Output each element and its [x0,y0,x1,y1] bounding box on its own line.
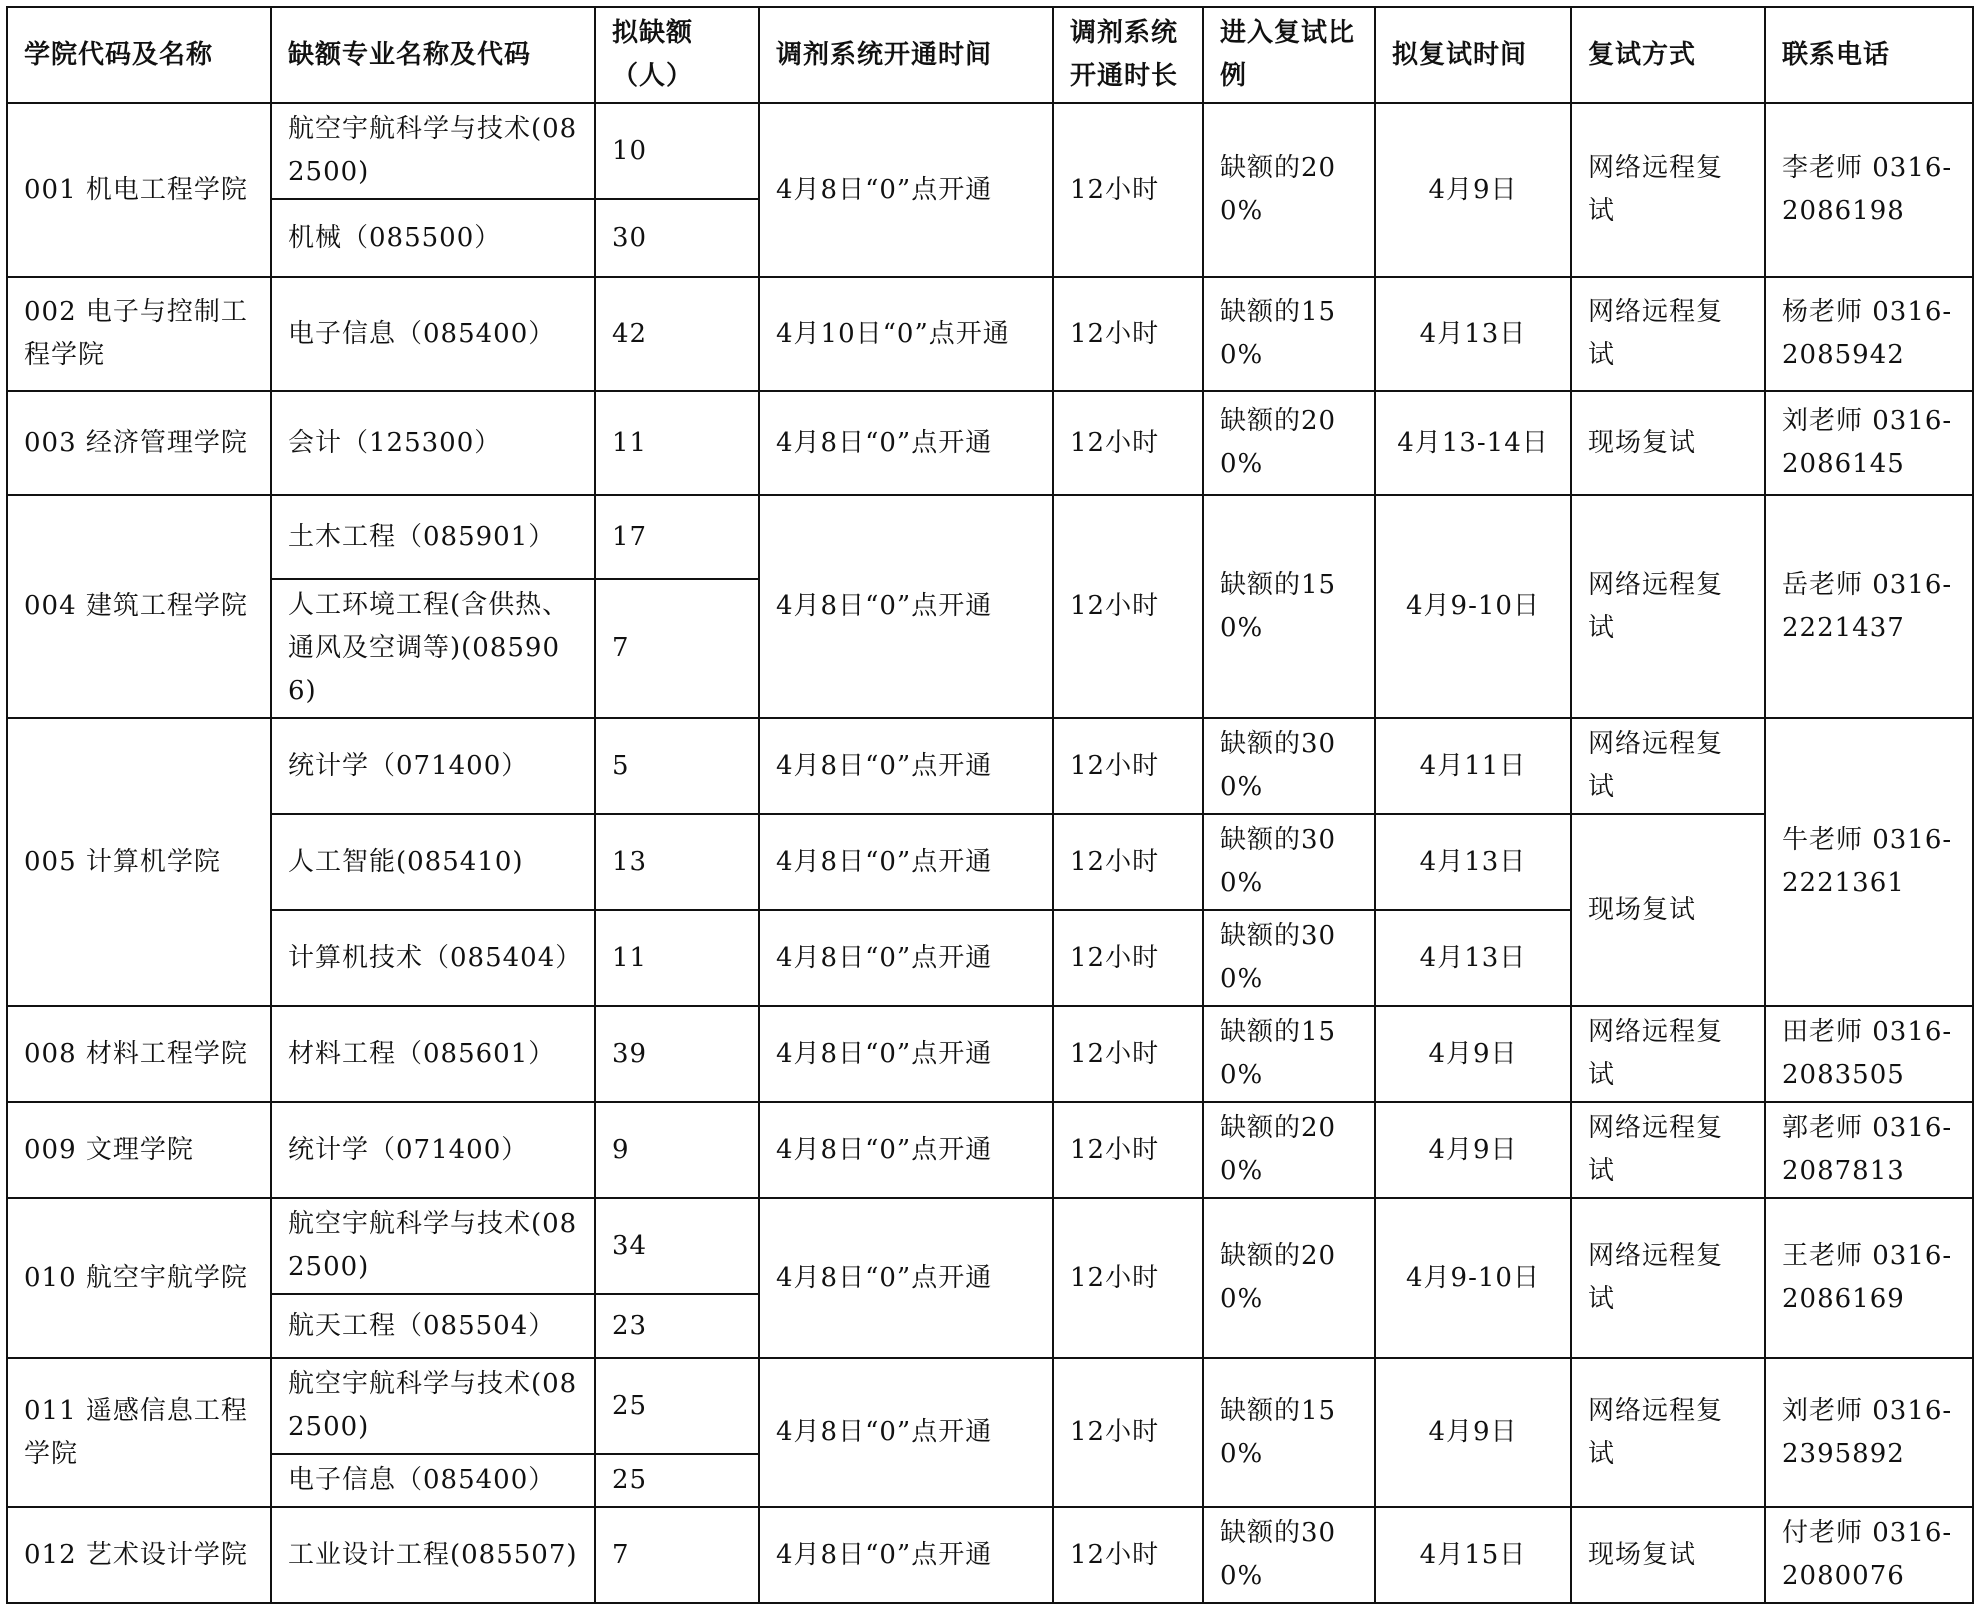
ratio-cell: 缺额的150% [1203,1358,1375,1507]
col-header-college: 学院代码及名称 [7,7,271,103]
contact-cell: 岳老师 0316-2221437 [1765,495,1973,718]
col-header-open-time: 调剂系统开通时间 [759,7,1053,103]
major-cell: 航空宇航科学与技术(082500) [271,103,595,199]
college-cell: 009 文理学院 [7,1102,271,1198]
major-cell: 人工环境工程(含供热、通风及空调等)(085906) [271,579,595,718]
retest-time-cell: 4月11日 [1375,718,1571,814]
college-cell: 003 经济管理学院 [7,391,271,495]
col-header-ratio: 进入复试比例 [1203,7,1375,103]
major-cell: 电子信息（085400） [271,1454,595,1507]
col-header-duration: 调剂系统开通时长 [1053,7,1203,103]
retest-method-cell: 网络远程复试 [1571,1006,1765,1102]
duration-cell: 12小时 [1053,1358,1203,1507]
college-cell: 010 航空宇航学院 [7,1198,271,1358]
ratio-cell: 缺额的150% [1203,1006,1375,1102]
quota-cell: 39 [595,1006,759,1102]
ratio-cell: 缺额的150% [1203,277,1375,391]
duration-cell: 12小时 [1053,277,1203,391]
quota-cell: 25 [595,1454,759,1507]
table-row [7,495,1973,579]
table-row [7,1198,1973,1294]
open-time-cell: 4月8日“0”点开通 [759,1507,1053,1603]
retest-method-cell: 网络远程复试 [1571,1198,1765,1358]
open-time-cell: 4月8日“0”点开通 [759,1358,1053,1507]
contact-cell: 刘老师 0316-2086145 [1765,391,1973,495]
contact-cell: 田老师 0316-2083505 [1765,1006,1973,1102]
duration-cell: 12小时 [1053,495,1203,718]
header-row [7,7,1973,103]
retest-time-cell: 4月9-10日 [1375,1198,1571,1358]
major-cell: 土木工程（085901） [271,495,595,579]
open-time-cell: 4月10日“0”点开通 [759,277,1053,391]
major-cell: 航天工程（085504） [271,1294,595,1358]
retest-time-cell: 4月15日 [1375,1507,1571,1603]
quota-cell: 23 [595,1294,759,1358]
major-cell: 电子信息（085400） [271,277,595,391]
ratio-cell: 缺额的200% [1203,1102,1375,1198]
contact-cell: 牛老师 0316-2221361 [1765,718,1973,1006]
open-time-cell: 4月8日“0”点开通 [759,103,1053,277]
quota-cell: 11 [595,391,759,495]
retest-time-cell: 4月9-10日 [1375,495,1571,718]
col-header-contact: 联系电话 [1765,7,1973,103]
col-header-retest-time: 拟复试时间 [1375,7,1571,103]
col-header-retest-method: 复试方式 [1571,7,1765,103]
college-cell: 001 机电工程学院 [7,103,271,277]
table-row [7,814,1973,910]
retest-method-cell: 现场复试 [1571,391,1765,495]
quota-cell: 11 [595,910,759,1006]
duration-cell: 12小时 [1053,391,1203,495]
college-cell: 012 艺术设计学院 [7,1507,271,1603]
retest-method-cell: 网络远程复试 [1571,718,1765,814]
major-cell: 航空宇航科学与技术(082500) [271,1358,595,1454]
col-header-major: 缺额专业名称及代码 [271,7,595,103]
open-time-cell: 4月8日“0”点开通 [759,718,1053,814]
table-row [7,391,1973,495]
contact-cell: 王老师 0316-2086169 [1765,1198,1973,1358]
retest-time-cell: 4月9日 [1375,1102,1571,1198]
contact-cell: 杨老师 0316-2085942 [1765,277,1973,391]
ratio-cell: 缺额的200% [1203,391,1375,495]
open-time-cell: 4月8日“0”点开通 [759,391,1053,495]
quota-cell: 17 [595,495,759,579]
duration-cell: 12小时 [1053,1198,1203,1358]
quota-cell: 13 [595,814,759,910]
major-cell: 工业设计工程(085507) [271,1507,595,1603]
retest-time-cell: 4月13日 [1375,814,1571,910]
open-time-cell: 4月8日“0”点开通 [759,814,1053,910]
open-time-cell: 4月8日“0”点开通 [759,495,1053,718]
ratio-cell: 缺额的300% [1203,718,1375,814]
major-cell: 航空宇航科学与技术(082500) [271,1198,595,1294]
open-time-cell: 4月8日“0”点开通 [759,1006,1053,1102]
retest-time-cell: 4月9日 [1375,1006,1571,1102]
major-cell: 机械（085500） [271,199,595,277]
quota-cell: 7 [595,1507,759,1603]
table-row [7,103,1973,199]
adjustment-table [6,6,1974,1604]
quota-cell: 42 [595,277,759,391]
college-cell: 002 电子与控制工程学院 [7,277,271,391]
quota-cell: 10 [595,103,759,199]
retest-method-cell: 网络远程复试 [1571,1102,1765,1198]
major-cell: 统计学（071400） [271,1102,595,1198]
quota-cell: 7 [595,579,759,718]
quota-cell: 34 [595,1198,759,1294]
open-time-cell: 4月8日“0”点开通 [759,1102,1053,1198]
retest-method-cell: 现场复试 [1571,814,1765,1006]
ratio-cell: 缺额的300% [1203,814,1375,910]
contact-cell: 李老师 0316-2086198 [1765,103,1973,277]
major-cell: 材料工程（085601） [271,1006,595,1102]
retest-method-cell: 网络远程复试 [1571,277,1765,391]
major-cell: 统计学（071400） [271,718,595,814]
quota-cell: 30 [595,199,759,277]
col-header-quota: 拟缺额（人） [595,7,759,103]
ratio-cell: 缺额的150% [1203,495,1375,718]
retest-time-cell: 4月13日 [1375,277,1571,391]
college-cell: 005 计算机学院 [7,718,271,1006]
ratio-cell: 缺额的300% [1203,910,1375,1006]
major-cell: 人工智能(085410) [271,814,595,910]
ratio-cell: 缺额的200% [1203,1198,1375,1358]
table-row [7,1507,1973,1603]
retest-method-cell: 网络远程复试 [1571,495,1765,718]
table-row [7,1102,1973,1198]
major-cell: 计算机技术（085404） [271,910,595,1006]
duration-cell: 12小时 [1053,910,1203,1006]
quota-cell: 25 [595,1358,759,1454]
major-cell: 会计（125300） [271,391,595,495]
contact-cell: 刘老师 0316-2395892 [1765,1358,1973,1507]
quota-cell: 9 [595,1102,759,1198]
contact-cell: 郭老师 0316-2087813 [1765,1102,1973,1198]
retest-method-cell: 网络远程复试 [1571,103,1765,277]
retest-method-cell: 现场复试 [1571,1507,1765,1603]
ratio-cell: 缺额的200% [1203,103,1375,277]
table-row [7,1006,1973,1102]
duration-cell: 12小时 [1053,718,1203,814]
table-row [7,277,1973,391]
quota-cell: 5 [595,718,759,814]
duration-cell: 12小时 [1053,814,1203,910]
duration-cell: 12小时 [1053,1006,1203,1102]
open-time-cell: 4月8日“0”点开通 [759,1198,1053,1358]
college-cell: 004 建筑工程学院 [7,495,271,718]
retest-time-cell: 4月9日 [1375,1358,1571,1507]
retest-time-cell: 4月13-14日 [1375,391,1571,495]
retest-time-cell: 4月13日 [1375,910,1571,1006]
duration-cell: 12小时 [1053,103,1203,277]
duration-cell: 12小时 [1053,1507,1203,1603]
table-row [7,1358,1973,1454]
open-time-cell: 4月8日“0”点开通 [759,910,1053,1006]
college-cell: 008 材料工程学院 [7,1006,271,1102]
ratio-cell: 缺额的300% [1203,1507,1375,1603]
contact-cell: 付老师 0316-2080076 [1765,1507,1973,1603]
college-cell: 011 遥感信息工程学院 [7,1358,271,1507]
table-row [7,718,1973,814]
retest-time-cell: 4月9日 [1375,103,1571,277]
duration-cell: 12小时 [1053,1102,1203,1198]
retest-method-cell: 网络远程复试 [1571,1358,1765,1507]
